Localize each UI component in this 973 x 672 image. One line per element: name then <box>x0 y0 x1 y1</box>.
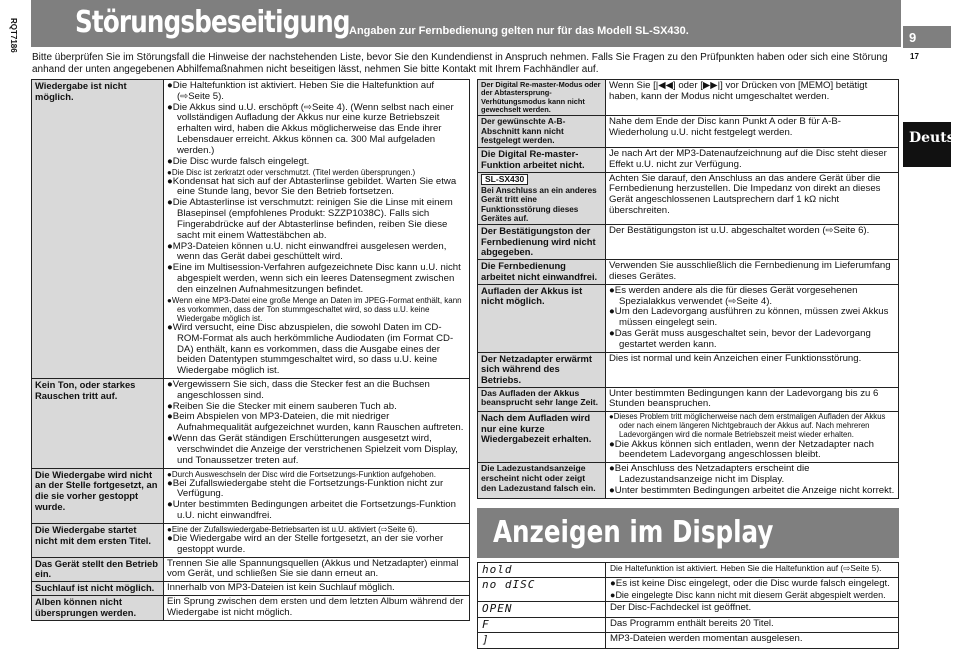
remedy-item: ●Die Akkus sind u.U. erschöpft (⇨Seite 4). (Wenn selbst nach einer vollständigen Aufladung der Akkus nur eine kurze Betriebszeit erhalten wird, haben die Akkus möglicherweise das Ende ihrer Lebensdauer erreicht. Akkus können ca. 300 Mal aufgeladen werden.) <box>167 101 454 156</box>
cause-cell: Der gewünschte A-B-Abschnitt kann nicht festgelegt werden. <box>478 116 606 147</box>
table-row <box>478 284 899 352</box>
table-row <box>478 463 899 498</box>
remedy-cell <box>606 463 899 498</box>
display-description: Die Haltefunktion ist aktiviert. Heben Sie die Haltefunktion auf (⇨Seite 5). <box>606 563 899 578</box>
remedy-cell <box>164 379 470 469</box>
table-row <box>478 617 899 632</box>
table-row <box>478 352 899 387</box>
remedy-item: ●Die Abtasterlinse ist verschmutzt: reinigen Sie die Linse mit einem Blasepinsel (empfohlenes Produkt: SZZP1038C). Falls sich Fingerabdrücke auf der Abtasterlinse befinden, reiben Sie diese sacht mit einem Wattestäbchen ab. <box>167 197 453 241</box>
remedy-item: ●Die Akkus können sich entladen, wenn der Netzadapter nach beendetem Ladevorgang angeschlossen bleibt. <box>609 438 874 461</box>
cause-cell: Kein Ton, oder starkes Rauschen tritt auf. <box>32 379 164 469</box>
table-row <box>478 563 899 578</box>
display-description: MP3-Dateien werden momentan ausgelesen. <box>606 633 899 648</box>
table-row <box>478 147 899 172</box>
intro-text: Bitte überprüfen Sie im Störungsfall die Hinweise der nachstehenden Liste, bevor Sie den Kundendienst in Anspruch nehmen. Falls Sie Fragen zu den Prüfpunkten haben oder sich eine Störung anhand der unten angegebenen Abhilfemaßnahmen nicht beseitigen lässt, nehmen Sie bitte Kontakt mit Ihrem Fachhändler auf. <box>32 52 888 75</box>
table-row <box>32 523 470 557</box>
remedy-item: ●Unter bestimmten Bedingungen arbeitet die Fortsetzungs-Funktion u.U. nicht einwandfrei. <box>167 499 456 522</box>
remedy-item: ●Kondensat hat sich auf der Abtasterlinse gebildet. Warten Sie etwa eine Stunde lang, bevor Sie den Betrieb fortsetzen. <box>167 175 457 198</box>
segment-display: F <box>478 617 606 632</box>
remedy-cell <box>164 468 470 523</box>
cause-cell: Aufladen der Akkus ist nicht möglich. <box>478 284 606 352</box>
table-row <box>478 116 899 147</box>
cause-cell: Alben können nicht übersprungen werden. <box>32 596 164 621</box>
remedy-cell: Dies ist normal und kein Anzeichen einer Funktionsstörung. <box>606 352 899 387</box>
display-table <box>477 562 899 649</box>
segment-display: ] <box>478 633 606 648</box>
remedy-item: ●Reiben Sie die Stecker mit einem sauberen Tuch ab. <box>167 400 397 412</box>
remedy-item: ●Die Disc ist zerkratzt oder verschmutzt. (Titel werden übersprungen.) <box>167 167 416 177</box>
cause-cell: Der Bestätigungston der Fernbedienung wird nicht abgegeben. <box>478 225 606 260</box>
display-description <box>606 578 899 602</box>
cause-cell: Das Aufladen der Akkus beansprucht sehr lange Zeit. <box>478 387 606 412</box>
table-row <box>32 557 470 582</box>
page-sub-number: 17 <box>910 52 919 61</box>
page-title: Störungsbeseitigung <box>75 5 350 40</box>
troubleshooting-table-left <box>31 79 470 621</box>
remedy-item: ●Dieses Problem tritt möglicherweise nach dem erstmaligen Aufladen der Akkus oder nach einem längeren Nichtgebrauch der Akkus auf. Nach mehreren Ladevorgängen wird die normale Betriebszeit meist wieder erhalten. <box>609 412 886 439</box>
remedy-item: ●Wird versucht, eine Disc abzuspielen, die sowohl Daten im CD-ROM-Format als auch herkömmliche Audiodaten (im Format CD-DA) enthält, kann es vorkommen, dass die Ausgabe eines der beiden Datentypen stummgeschaltet wird, so dass u.U. keine Wiedergabe möglich ist. <box>167 321 454 377</box>
display-section-title: Anzeigen im Display <box>493 515 774 550</box>
table-row <box>478 578 899 602</box>
remedy-item: ●Unter bestimmten Bedingungen arbeitet die Anzeige nicht korrekt. <box>609 484 895 496</box>
segment-display: hold <box>478 563 606 578</box>
table-row <box>32 468 470 523</box>
remedy-item: ●Beim Abspielen von MP3-Dateien, die mit niedriger Aufnahmequalität aufgezeichnet wurden, kann Rauschen auftreten. <box>167 411 464 434</box>
remedy-item: ●Eine im Multisession-Verfahren aufgezeichnete Disc kann u.U. nicht abgespielt werden, wenn sich ein leeres Datensegment zwischen den einzelnen Aufnahmesitzungen befindet. <box>167 262 461 295</box>
remedy-item: ●Bei Zufallswiedergabe steht die Fortsetzungs-Funktion nicht zur Verfügung. <box>167 477 444 500</box>
remedy-item: ●Bei Anschluss des Netzadapters erscheint die Ladezustandsanzeige nicht im Display. <box>609 463 810 486</box>
remedy-item: ●MP3-Dateien können u.U. nicht einwandfrei ausgelesen werden, wenn das Gerät dabei geschüttelt wird. <box>167 240 447 263</box>
cause-cell: Die Ladezustandsanzeige erscheint nicht oder zeigt den Ladezustand falsch ein. <box>478 463 606 498</box>
remedy-item: ●Wenn eine MP3-Datei eine große Menge an Daten im JPEG-Format enthält, kann es vorkommen, dass der Ton stummgeschaltet wird, so dass u.U. keine Wiedergabe möglich ist. <box>167 295 462 323</box>
remedy-cell: Trennen Sie alle Spannungsquellen (Akkus und Netzadapter) einmal vom Gerät, und schließen Sie sie dann erneut an. <box>164 557 470 582</box>
remedy-item: ●Die Wiedergabe wird an der Stelle fortgesetzt, an der sie vorher gestoppt wurde. <box>167 533 444 555</box>
cause-cell: Suchlauf ist nicht möglich. <box>32 582 164 596</box>
remedy-cell: Nahe dem Ende der Disc kann Punkt A oder B für A-B-Wiederholung u.U. nicht festgelegt werden. <box>606 116 899 147</box>
remedy-item: ●Es ist keine Disc eingelegt, oder die Disc wurde falsch eingelegt. <box>610 578 890 590</box>
table-row <box>478 602 899 617</box>
remedy-cell: Je nach Art der MP3-Datenaufzeichnung auf die Disc steht dieser Effekt u.U. nicht zur Verfügung. <box>606 147 899 172</box>
model-code: RQT7186 <box>9 18 18 53</box>
remedy-item: ●Um den Ladevorgang ausführen zu können, müssen zwei Akkus müssen eingelegt sein. <box>609 306 889 329</box>
cause-cell: Die Fernbedienung arbeitet nicht einwandfrei. <box>478 260 606 285</box>
remedy-cell: Wenn Sie [|◀◀] oder [▶▶|] vor Drücken von [MEMO] betätigt haben, kann der Modus nicht umgeschaltet werden. <box>606 80 899 116</box>
remedy-cell <box>164 80 470 379</box>
remedy-cell: Innerhalb von MP3-Dateien ist kein Suchlauf möglich. <box>164 582 470 596</box>
table-row <box>478 387 899 412</box>
cause-cell: Das Gerät stellt den Betrieb ein. <box>32 557 164 582</box>
table-row <box>478 80 899 116</box>
remedy-cell: Unter bestimmten Bedingungen kann der Ladevorgang bis zu 6 Stunden beanspruchen. <box>606 387 899 412</box>
remedy-item: ●Die Disc wurde falsch eingelegt. <box>167 155 310 167</box>
cause-cell: Die Wiedergabe wird nicht an der Stelle fortgesetzt, an die sie vorher gestoppt wurde. <box>32 468 164 523</box>
cause-cell <box>478 172 606 225</box>
troubleshooting-table-right <box>477 79 899 499</box>
table-row <box>32 80 470 379</box>
remedy-item: ●Wenn das Gerät ständigen Erschütterungen ausgesetzt wird, verschwindet die Anzeige der verstrichenen Spielzeit vom Display, und Tonaussetzer treten auf. <box>167 433 458 466</box>
page-subtitle: Angaben zur Fernbedienung gelten nur für das Modell SL-SX430. <box>349 25 689 37</box>
cause-text: Bei Anschluss an ein anderes Gerät tritt eine Funktionsstörung dieses Gerätes auf. <box>481 186 597 223</box>
remedy-item: ●Vergewissern Sie sich, dass die Stecker fest an die Buchsen angeschlossen sind. <box>167 379 430 401</box>
language-tab: Deutsch <box>903 122 951 167</box>
table-row <box>32 582 470 596</box>
remedy-item: ●Die Haltefunktion ist aktiviert. Heben Sie die Haltefunktion auf (⇨Seite 5). <box>167 80 435 102</box>
remedy-cell: Achten Sie darauf, den Anschluss an das andere Gerät über die Fernbedienung herzustellen. Die Impedanz von direkt an dieses Gerät angeschlossenen Lautsprechern darf 1 kΩ nicht überschreiten. <box>606 172 899 225</box>
table-row <box>478 260 899 285</box>
table-row <box>478 172 899 225</box>
cause-cell: Der Netzadapter erwärmt sich während des Betriebs. <box>478 352 606 387</box>
remedy-cell <box>164 523 470 557</box>
title-bar <box>31 0 901 47</box>
remedy-item: ●Eine der Zufallswiedergabe-Betriebsarten ist u.U. aktiviert (⇨Seite 6). <box>167 524 418 534</box>
cause-cell: Die Digital Re-master-Funktion arbeitet nicht. <box>478 147 606 172</box>
table-row <box>32 596 470 621</box>
table-row <box>478 412 899 463</box>
remedy-item: ●Durch Ausweschseln der Disc wird die Fortsetzungs-Funktion aufgehoben. <box>167 469 436 479</box>
cause-cell: Wiedergabe ist nicht möglich. <box>32 80 164 379</box>
model-tag: SL-SX430 <box>481 174 528 186</box>
display-description: Das Programm enthält bereits 20 Titel. <box>606 617 899 632</box>
segment-display: OPEN <box>478 602 606 617</box>
remedy-item: ●Die eingelegte Disc kann nicht mit diesem Gerät abgespielt werden. <box>610 590 886 601</box>
remedy-cell: Ein Sprung zwischen dem ersten und dem letzten Album während der Wiedergabe ist nicht möglich. <box>164 596 470 621</box>
remedy-item: ●Es werden andere als die für dieses Gerät vorgesehenen Spezialakkus verwendet (⇨Seite 4). <box>609 284 858 307</box>
cause-cell: Die Wiedergabe startet nicht mit dem ersten Titel. <box>32 523 164 557</box>
remedy-item: ●Das Gerät muss ausgeschaltet sein, bevor der Ladevorgang gestartet werden kann. <box>609 328 871 350</box>
remedy-cell: Der Bestätigungston ist u.U. abgeschaltet worden (⇨Seite 6). <box>606 225 899 260</box>
table-row <box>32 379 470 469</box>
display-description: Der Disc-Fachdeckel ist geöffnet. <box>606 602 899 617</box>
cause-cell: Der Digital Re-master-Modus oder der Abtastersprung-Verhütungsmodus kann nicht gewechselt werden. <box>478 80 606 116</box>
display-section-header <box>477 508 899 558</box>
page-number: 9 <box>903 26 951 48</box>
remedy-cell <box>606 412 899 463</box>
table-row <box>478 225 899 260</box>
remedy-cell <box>606 284 899 352</box>
segment-display: no dISC <box>478 578 606 602</box>
table-row <box>478 633 899 648</box>
cause-cell: Nach dem Aufladen wird nur eine kurze Wiedergabezeit erhalten. <box>478 412 606 463</box>
remedy-cell: Verwenden Sie ausschließlich die Fernbedienung im Lieferumfang dieses Gerätes. <box>606 260 899 285</box>
